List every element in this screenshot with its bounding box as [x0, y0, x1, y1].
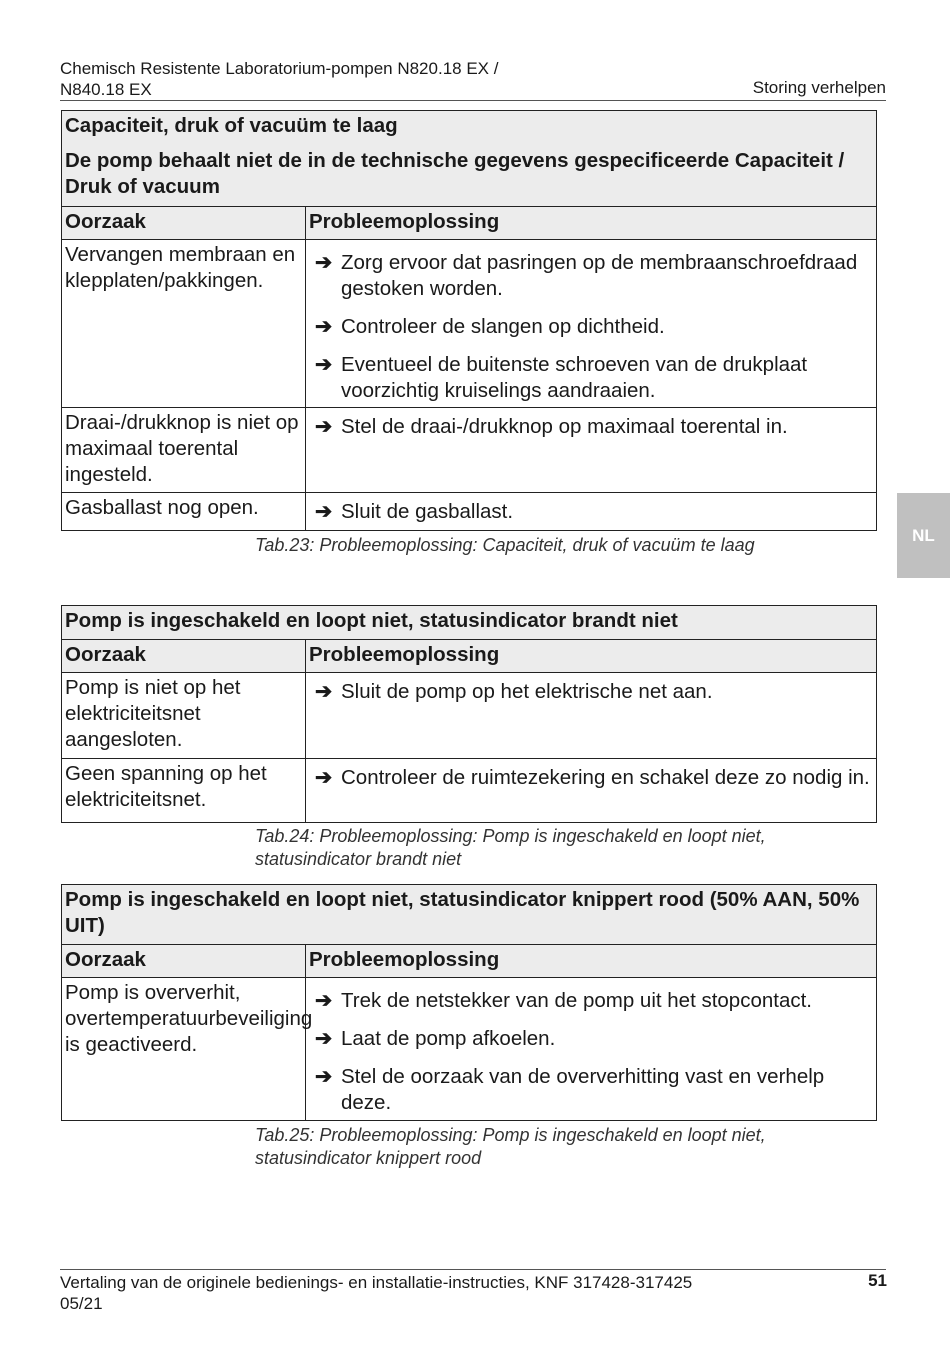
table-title: [62, 111, 877, 207]
column-header-cause: Oorzaak: [62, 207, 306, 240]
footer-rule: [60, 1269, 886, 1270]
step-text: Controleer de ruimtezekering en schakel deze zo nodig in.: [341, 766, 870, 789]
table-row: [62, 408, 877, 493]
cause-cell: Pomp is niet op het elektriciteitsnet aangesloten.: [62, 673, 306, 759]
table-row: [62, 240, 877, 408]
table-title: Pomp is ingeschakeld en loopt niet, statusindicator knippert rood (50% AAN, 50% UIT): [62, 885, 877, 945]
solution-cell: [306, 759, 877, 823]
table-row: [62, 759, 877, 823]
subtitle-text: De pomp behaalt niet de in de technische gegevens gespecificeerde Capaciteit / Druk of vacuum: [65, 149, 845, 198]
cause-cell: Draai-/drukknop is niet op maximaal toerental ingesteld.: [62, 408, 306, 493]
solution-cell: [306, 673, 877, 759]
arrow-icon: ➔: [315, 766, 333, 789]
column-header-cause: Oorzaak: [62, 640, 306, 673]
title-line: N840.18 EX: [60, 80, 152, 99]
arrow-icon: ➔: [315, 680, 333, 703]
footer-date: 05/21: [60, 1294, 103, 1313]
footer-line: Vertaling van de originele bedienings- en installatie-instructies, KNF 317428-317425: [60, 1273, 693, 1292]
column-header-cause: Oorzaak: [62, 945, 306, 978]
step-text: Sluit de pomp op het elektrische net aan.: [341, 680, 713, 703]
solution-cell: [306, 408, 877, 493]
title-line: Chemisch Resistente Laboratorium-pompen N820.18 EX /: [60, 59, 499, 78]
arrow-icon: ➔: [315, 989, 333, 1012]
table-row: [62, 673, 877, 759]
page-number: 51: [868, 1271, 887, 1290]
troubleshooting-table-capacity: [61, 110, 877, 531]
document-title: [60, 58, 498, 100]
step-text: Laat de pomp afkoelen.: [341, 1027, 556, 1050]
section-title: Storing verhelpen: [752, 78, 886, 97]
step-text: Trek de netstekker van de pomp uit het stopcontact.: [341, 989, 812, 1012]
arrow-icon: ➔: [315, 1065, 333, 1088]
solution-cell: [306, 493, 877, 531]
column-header-solution: Probleemoplossing: [306, 640, 877, 673]
title-text: Capaciteit, druk of vacuüm te laag: [65, 114, 398, 137]
solution-cell: [306, 978, 877, 1121]
table-row: [62, 978, 877, 1121]
table-row: [62, 493, 877, 531]
troubleshooting-table-blinking-red: [61, 884, 877, 1121]
header-rule: [60, 100, 886, 101]
step-text: Sluit de gasballast.: [341, 500, 514, 523]
column-header-solution: Probleemoplossing: [306, 207, 877, 240]
arrow-icon: ➔: [315, 315, 333, 338]
step-text: Eventueel de buitenste schroeven van de drukplaat voorzichtig kruiselings aandraaien.: [341, 353, 808, 402]
arrow-icon: ➔: [315, 500, 333, 523]
step-text: Stel de draai-/drukknop op maximaal toerental in.: [341, 415, 788, 438]
cause-cell: Geen spanning op het elektriciteitsnet.: [62, 759, 306, 823]
cause-cell: Vervangen membraan en klepplaten/pakkingen.: [62, 240, 306, 408]
cause-cell: Gasballast nog open.: [62, 493, 306, 531]
solution-cell: [306, 240, 877, 408]
column-header-solution: Probleemoplossing: [306, 945, 877, 978]
arrow-icon: ➔: [315, 1027, 333, 1050]
arrow-icon: ➔: [315, 251, 333, 274]
arrow-icon: ➔: [315, 415, 333, 438]
arrow-icon: ➔: [315, 353, 333, 376]
table-caption: Tab.25: Probleemoplossing: Pomp is ingeschakeld en loopt niet, statusindicator knippert rood: [255, 1125, 766, 1168]
table-title: Pomp is ingeschakeld en loopt niet, statusindicator brandt niet: [62, 606, 877, 640]
cause-cell: Pomp is oververhit, overtemperatuurbeveiliging is geactiveerd.: [62, 978, 306, 1121]
table-caption: Tab.23: Probleemoplossing: Capaciteit, druk of vacuüm te laag: [255, 535, 755, 555]
table-caption: Tab.24: Probleemoplossing: Pomp is ingeschakeld en loopt niet, statusindicator brandt niet: [255, 826, 766, 869]
step-text: Zorg ervoor dat pasringen op de membraanschroefdraad gestoken worden.: [341, 251, 858, 300]
language-tab: NL: [897, 493, 950, 578]
footer-text: [60, 1272, 692, 1314]
troubleshooting-table-no-indicator: [61, 605, 877, 823]
step-text: Controleer de slangen op dichtheid.: [341, 315, 665, 338]
step-text: Stel de oorzaak van de oververhitting vast en verhelp deze.: [341, 1065, 825, 1114]
